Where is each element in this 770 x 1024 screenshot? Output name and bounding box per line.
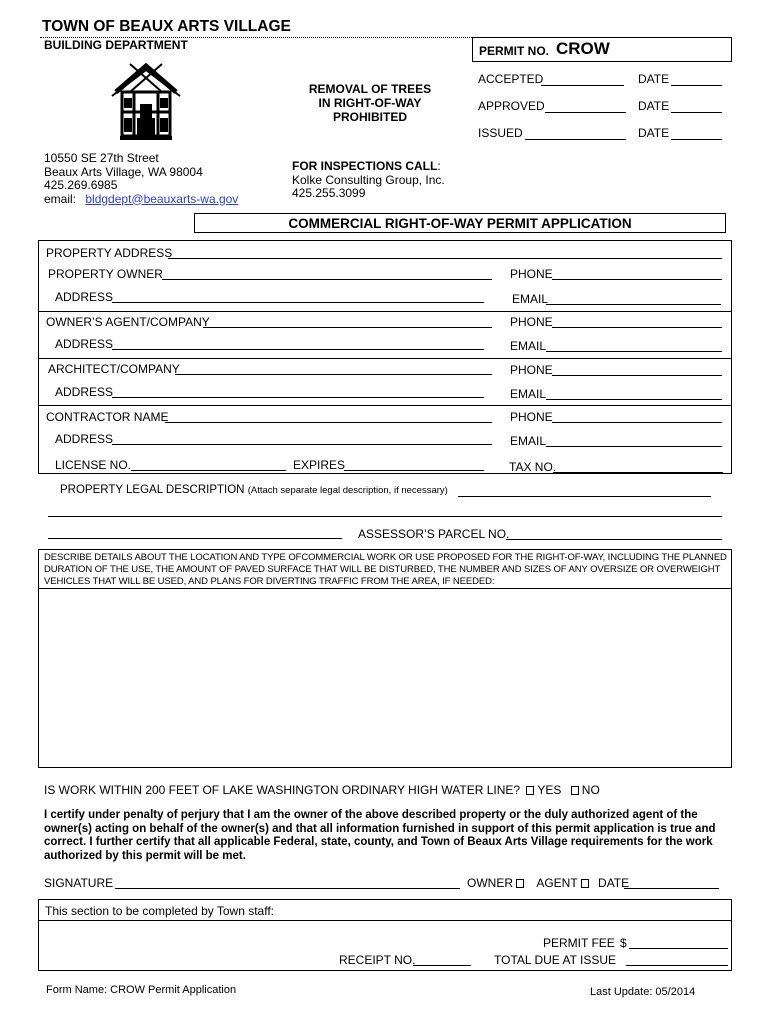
- yes-label: YES: [537, 783, 562, 797]
- permit-number-box: [472, 37, 732, 62]
- certification-statement: I certify under penalty of perjury that I am the owner of the above described property or the duly authorized agent of the owner(s) acting on behalf of the owner(s) and that all information furnished in support of this permit application is true and correct. I further certify that all applicable Federal, state, county, and Town of Beaux Arts Village requirements for the work authorized by this permit will be met.: [44, 809, 716, 862]
- accepted-label: ACCEPTED: [478, 72, 544, 86]
- work-description-instructions: DESCRIBE DETAILS ABOUT THE LOCATION AND TYPE OFCOMMERCIAL WORK OR USE PROPOSED FOR THE RIGHT-OF-WAY, INCLUDING THE PLANNED DURATION OF THE USE, THE AMOUNT OF PAVED SURFACE THAT WILL BE DISTURBED, THE NUMBER AND SIZES OF ANY OVERSIZE OR OVERWEIGHT VEHICLES THAT WILL BE USED, AND PLANS FOR DIVERTING TRAFFIC FROM THE AREA, IF NEEDED:: [44, 552, 727, 587]
- no-checkbox[interactable]: [571, 786, 579, 795]
- signature-line[interactable]: [115, 888, 460, 889]
- accepted-date-label: DATE: [638, 72, 670, 86]
- owners-agent-line[interactable]: [203, 327, 492, 328]
- receipt-label: RECEIPT NO.: [339, 953, 416, 967]
- notice-line-1: REMOVAL OF TREES: [308, 82, 432, 96]
- owners-agent-label: OWNER’S AGENT/COMPANY: [46, 315, 210, 329]
- last-update: Last Update: 05/2014: [590, 986, 696, 998]
- work-description-textarea[interactable]: [42, 592, 730, 766]
- owner-label: OWNER: [467, 876, 513, 890]
- architect-address-label: ADDRESS: [55, 385, 114, 399]
- notice-line-3: PROHIBITED: [332, 110, 407, 124]
- inspections-colon: :: [437, 159, 441, 173]
- permit-fee-line[interactable]: [629, 948, 728, 949]
- issued-label: ISSUED: [478, 126, 523, 140]
- owner-phone-label: PHONE: [510, 267, 553, 281]
- office-address: [44, 152, 238, 206]
- staff-title-divider: [38, 920, 732, 921]
- tree-removal-notice: [290, 82, 450, 124]
- signature-label: SIGNATURE: [44, 876, 114, 890]
- address-street: 10550 SE 27th Street: [44, 151, 159, 165]
- notice-line-2: IN RIGHT-OF-WAY: [318, 96, 422, 110]
- property-address-label: PROPERTY ADDRESS: [46, 246, 173, 260]
- issued-date-line[interactable]: [671, 139, 722, 140]
- permit-fee-label: PERMIT FEE: [543, 936, 615, 950]
- section-divider-2: [38, 358, 732, 359]
- issued-date-label: DATE: [638, 126, 670, 140]
- license-line[interactable]: [131, 470, 286, 471]
- receipt-line[interactable]: [413, 965, 471, 966]
- legal-description-note: (Attach separate legal description, if necessary): [247, 485, 448, 496]
- contractor-email-label: EMAIL: [510, 434, 547, 448]
- expires-line[interactable]: [344, 470, 484, 471]
- agent-address-line[interactable]: [112, 349, 484, 350]
- permit-number-label: PERMIT NO.: [479, 44, 550, 58]
- inspections-info: [292, 160, 445, 201]
- office-email-link[interactable]: bldgdept@beauxarts-wa.gov: [85, 191, 239, 206]
- legal-description-line-1[interactable]: [458, 496, 711, 497]
- tax-label: TAX NO.: [509, 460, 557, 474]
- contractor-email-line[interactable]: [546, 446, 722, 447]
- total-due-line[interactable]: [626, 965, 728, 966]
- license-label: LICENSE NO.: [55, 458, 132, 472]
- lake-question-row: [44, 783, 600, 797]
- agent-checkbox[interactable]: [581, 879, 589, 888]
- office-email-row: [44, 193, 238, 207]
- permit-fee-dollar: $: [620, 936, 627, 950]
- inspections-label: FOR INSPECTIONS CALL: [292, 159, 438, 173]
- legal-description-label: PROPERTY LEGAL DESCRIPTION: [60, 484, 245, 496]
- form-title-box: [194, 213, 726, 233]
- town-title: TOWN OF BEAUX ARTS VILLAGE: [42, 18, 291, 35]
- contractor-phone-line[interactable]: [552, 422, 722, 423]
- architect-phone-line[interactable]: [552, 375, 722, 376]
- owner-option: [467, 876, 629, 890]
- signature-date-label: DATE: [598, 876, 630, 890]
- accepted-line[interactable]: [541, 85, 624, 86]
- agent-phone-label: PHONE: [510, 315, 553, 329]
- owner-email-label: EMAIL: [512, 292, 549, 306]
- legal-description-row: [60, 484, 448, 497]
- agent-label: AGENT: [536, 876, 578, 890]
- architect-email-line[interactable]: [546, 399, 722, 400]
- architect-phone-label: PHONE: [510, 363, 553, 377]
- permit-code: CROW: [556, 39, 610, 58]
- section-divider-3: [38, 405, 732, 406]
- address-city: Beaux Arts Village, WA 98004: [44, 164, 203, 179]
- approved-line[interactable]: [545, 112, 626, 113]
- signature-date-line[interactable]: [624, 888, 719, 889]
- architect-address-line[interactable]: [112, 397, 484, 398]
- owner-email-line[interactable]: [546, 304, 721, 305]
- yes-checkbox[interactable]: [526, 786, 534, 795]
- agent-address-label: ADDRESS: [55, 337, 114, 351]
- inspections-company: Kolke Consulting Group, Inc.: [292, 172, 445, 187]
- office-phone: 425.269.6985: [44, 178, 118, 192]
- owner-address-line[interactable]: [112, 302, 484, 303]
- town-hall-logo: [110, 62, 182, 142]
- agent-phone-line[interactable]: [552, 327, 722, 328]
- contractor-address-line[interactable]: [112, 444, 492, 445]
- owner-address-label: ADDRESS: [55, 290, 114, 304]
- expires-label: EXPIRES: [293, 458, 346, 472]
- approved-date-line[interactable]: [671, 112, 722, 113]
- agent-email-label: EMAIL: [510, 339, 547, 353]
- issued-line[interactable]: [525, 139, 626, 140]
- department-name: BUILDING DEPARTMENT: [44, 38, 188, 52]
- parcel-line[interactable]: [506, 539, 722, 540]
- parcel-label: ASSESSOR’S PARCEL NO.: [358, 527, 510, 541]
- inspections-phone: 425.255.3099: [292, 186, 366, 200]
- property-owner-line[interactable]: [162, 279, 492, 280]
- section-divider-1: [38, 311, 732, 312]
- contractor-line[interactable]: [165, 422, 492, 423]
- total-due-label: TOTAL DUE AT ISSUE: [494, 953, 617, 967]
- owner-checkbox[interactable]: [516, 879, 524, 888]
- tax-line[interactable]: [553, 472, 723, 473]
- legal-description-line-3[interactable]: [48, 538, 342, 539]
- no-label: NO: [581, 783, 600, 797]
- contractor-label: CONTRACTOR NAME: [46, 410, 169, 424]
- legal-description-line-2[interactable]: [48, 516, 722, 517]
- architect-label: ARCHITECT/COMPANY: [48, 362, 180, 376]
- architect-line[interactable]: [175, 374, 492, 375]
- form-name: Form Name: CROW Permit Application: [46, 984, 237, 996]
- accepted-date-line[interactable]: [671, 85, 722, 86]
- property-address-line[interactable]: [168, 258, 722, 259]
- property-owner-label: PROPERTY OWNER: [48, 267, 163, 281]
- form-title: COMMERCIAL RIGHT-OF-WAY PERMIT APPLICATION: [288, 216, 632, 231]
- approved-date-label: DATE: [638, 99, 670, 113]
- lake-question: IS WORK WITHIN 200 FEET OF LAKE WASHINGTON ORDINARY HIGH WATER LINE?: [44, 783, 521, 797]
- architect-email-label: EMAIL: [510, 387, 547, 401]
- agent-email-line[interactable]: [546, 351, 722, 352]
- staff-section-title: This section to be completed by Town staff:: [45, 904, 275, 918]
- approved-label: APPROVED: [478, 99, 545, 113]
- contractor-address-label: ADDRESS: [55, 432, 114, 446]
- email-label: email:: [44, 191, 77, 206]
- contractor-phone-label: PHONE: [510, 410, 553, 424]
- work-description-divider: [38, 588, 732, 589]
- owner-phone-line[interactable]: [552, 279, 722, 280]
